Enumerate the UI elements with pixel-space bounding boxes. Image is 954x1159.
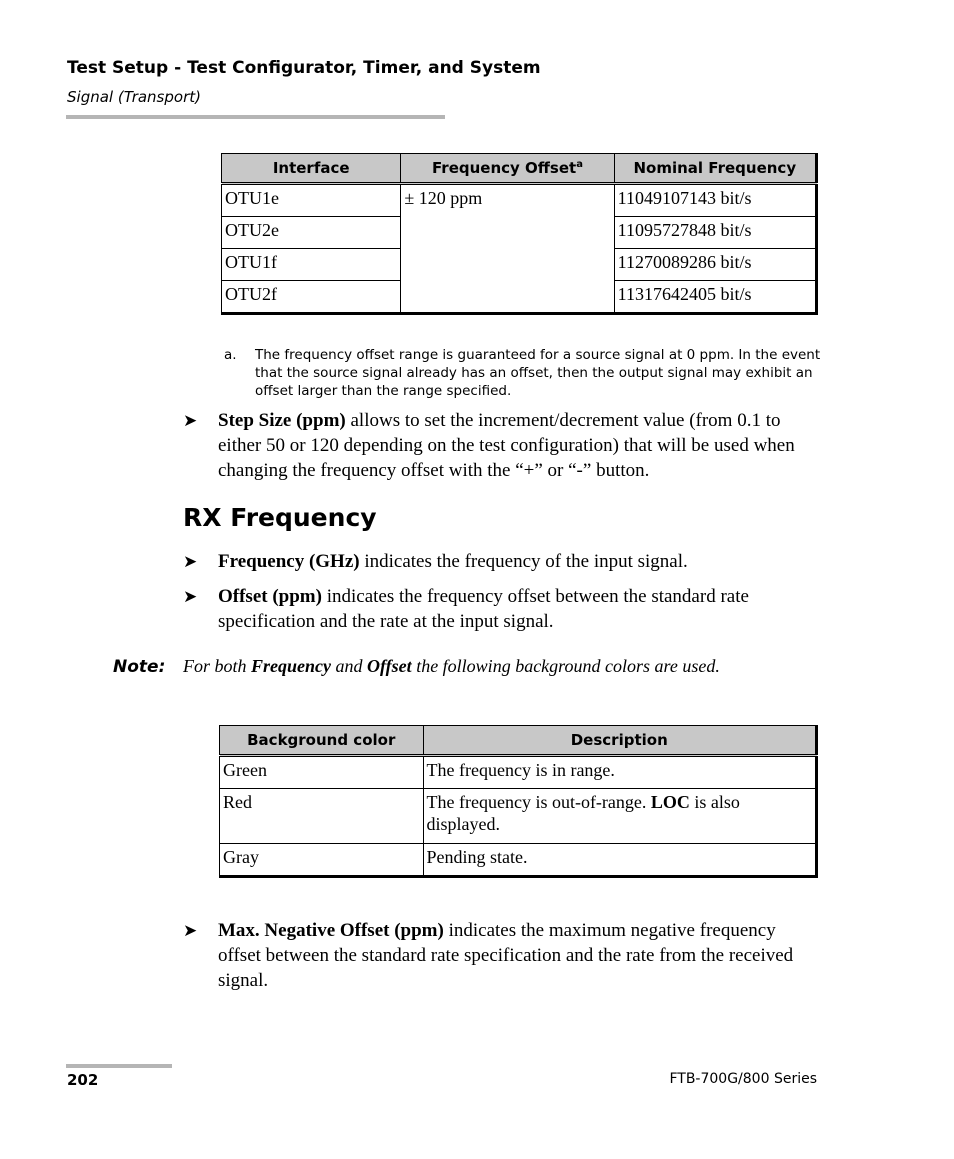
cell-interface: OTU1e xyxy=(222,184,401,217)
column-header-interface: Interface xyxy=(222,154,401,184)
note-label: Note: xyxy=(113,657,166,677)
cell-nominal-frequency: 11270089286 bit/s xyxy=(614,249,816,281)
table-row xyxy=(220,789,817,844)
note-text xyxy=(183,656,720,677)
bullet-description: allows to set the increment/decrement value (from 0.1 to either 50 or 120 depending on the test configuration) that will be used when changing the frequency offset with the “+” or “-” button. xyxy=(218,410,795,481)
table-row xyxy=(222,184,817,217)
footnote-mark-label: a. xyxy=(224,347,237,363)
column-header-description: Description xyxy=(423,726,817,756)
note-term: Frequency xyxy=(251,656,332,676)
page-header-subtitle: Signal (Transport) xyxy=(67,88,201,106)
cell-nominal-frequency: 11049107143 bit/s xyxy=(614,184,816,217)
cell-description xyxy=(423,756,817,789)
cell-description xyxy=(423,844,817,877)
table-header-row xyxy=(220,726,817,756)
description-text: The frequency is out-of-range. xyxy=(426,792,651,812)
arrowhead-bullet-icon: ➤ xyxy=(183,921,198,940)
note-text-part: the following background colors are used. xyxy=(411,656,720,676)
cell-nominal-frequency: 11095727848 bit/s xyxy=(614,217,816,249)
bullet-description: indicates the frequency offset between the standard rate specification and the rate at the input signal. xyxy=(218,586,749,632)
note-term: Offset xyxy=(367,656,412,676)
bullet-description: indicates the frequency of the input signal. xyxy=(359,551,688,572)
column-header-background-color: Background color xyxy=(220,726,424,756)
frequency-offset-table xyxy=(221,153,818,315)
description-text: The frequency is in range. xyxy=(426,760,615,780)
cell-interface: OTU2e xyxy=(222,217,401,249)
bullet-offset xyxy=(183,584,823,634)
cell-color: Red xyxy=(220,789,424,844)
cell-nominal-frequency: 11317642405 bit/s xyxy=(614,281,816,314)
background-color-table xyxy=(219,725,818,878)
bullet-text xyxy=(218,584,823,634)
header-rule xyxy=(66,115,445,119)
cell-description xyxy=(423,789,817,844)
page-number: 202 xyxy=(67,1071,99,1089)
footer-rule xyxy=(66,1064,172,1068)
arrowhead-bullet-icon: ➤ xyxy=(183,411,198,430)
description-text: is also displayed. xyxy=(426,792,740,834)
table-footnote xyxy=(224,346,824,400)
section-heading: RX Frequency xyxy=(183,503,377,532)
bullet-step-size xyxy=(183,408,823,483)
table-row xyxy=(220,844,817,877)
bullet-text xyxy=(218,549,823,574)
bullet-max-negative-offset xyxy=(183,918,823,993)
cell-frequency-offset: ± 120 ppm xyxy=(401,184,614,314)
footnote-text: The frequency offset range is guaranteed for a source signal at 0 ppm. In the event that the source signal already has an offset, then the output signal may exhibit an offset larger than the range specified. xyxy=(255,347,821,399)
table-header-row xyxy=(222,154,817,184)
cell-interface: OTU1f xyxy=(222,249,401,281)
bullet-text xyxy=(218,408,823,483)
arrowhead-bullet-icon: ➤ xyxy=(183,587,198,606)
bullet-term: Step Size (ppm) xyxy=(218,410,346,431)
cell-color: Gray xyxy=(220,844,424,877)
cell-color: Green xyxy=(220,756,424,789)
column-header-frequency-offset xyxy=(401,154,614,184)
page-header-title: Test Setup - Test Configurator, Timer, and System xyxy=(67,58,541,78)
bullet-term: Offset (ppm) xyxy=(218,586,322,607)
note-text-part: and xyxy=(331,656,368,676)
bullet-frequency xyxy=(183,549,823,574)
column-header-nominal-frequency: Nominal Frequency xyxy=(614,154,816,184)
bullet-term: Max. Negative Offset (ppm) xyxy=(218,920,444,941)
product-series: FTB-700G/800 Series xyxy=(669,1071,817,1087)
note-text-part: For both xyxy=(183,656,252,676)
note xyxy=(113,656,873,677)
cell-interface: OTU2f xyxy=(222,281,401,314)
arrowhead-bullet-icon: ➤ xyxy=(183,552,198,571)
footnote-mark: a xyxy=(576,159,583,170)
table-row xyxy=(220,756,817,789)
description-text: Pending state. xyxy=(426,847,528,867)
bullet-description: indicates the maximum negative frequency offset between the standard rate specification and the rate from the received signal. xyxy=(218,920,794,991)
bullet-text xyxy=(218,918,823,993)
bullet-term: Frequency (GHz) xyxy=(218,551,360,572)
column-header-label: Frequency Offset xyxy=(432,159,577,177)
description-term: LOC xyxy=(650,792,690,812)
